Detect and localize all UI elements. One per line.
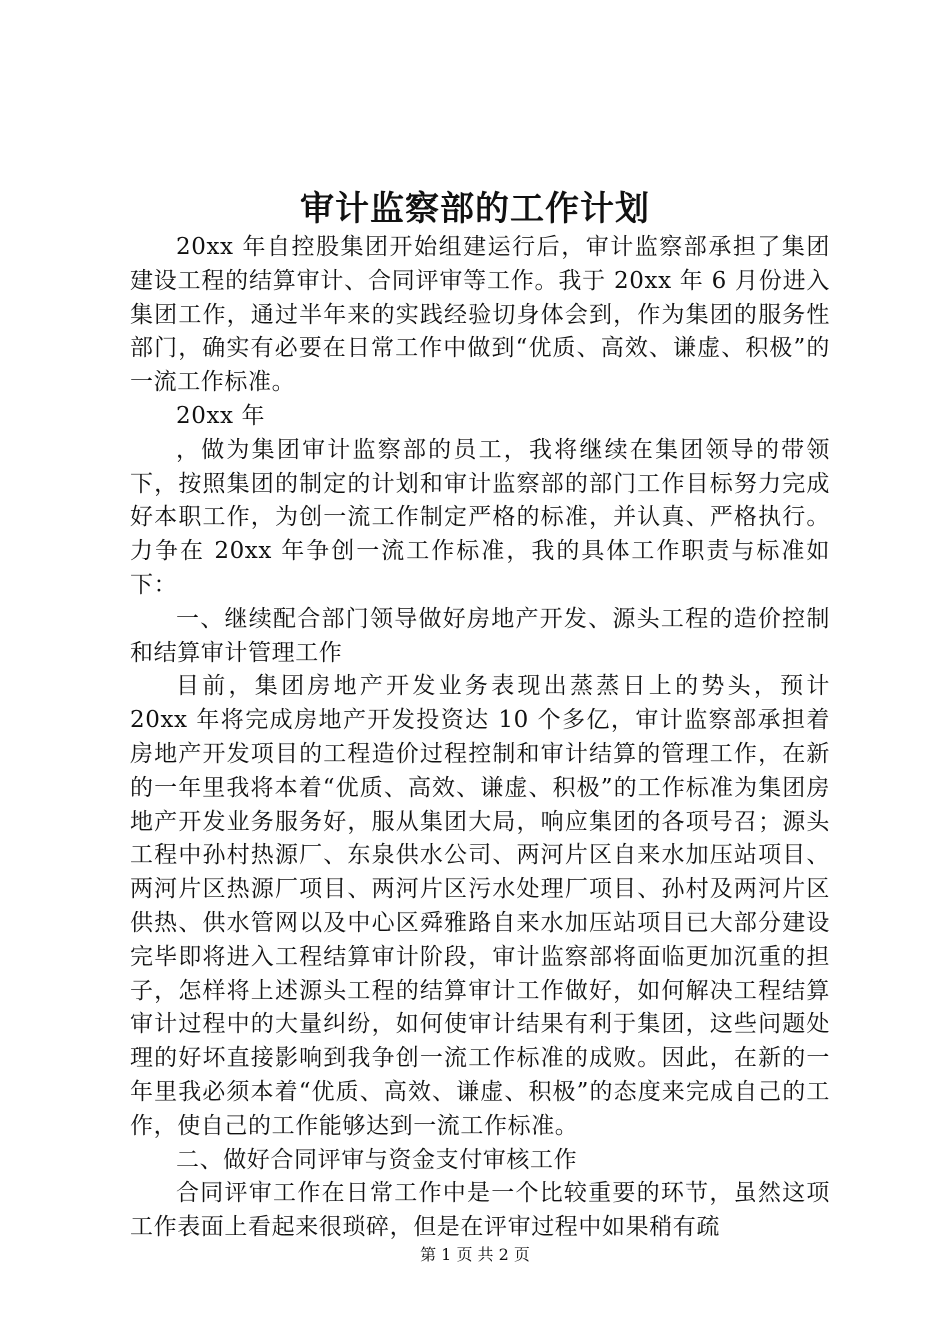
section-heading-two: 二、做好合同评审与资金支付审核工作 [176,1146,578,1173]
paragraph-real-estate: 目前，集团房地产开发业务表现出蒸蒸日上的势头，预计 20xx 年将完成房地产开发投资达 10 个多亿，审计监察部承担着房地产开发项目的工程造价过程控制和审计结算的管理工作，在新的一年里我将本着“优质、高效、谦虚、积极”的工作标准为集团房地产开发业务服务好，服从集团大局，响应集团的各项号召；源头工程中孙村热源厂、东泉供水公司、两河片区自来水加压站项目、两河片区热源厂项目、两河片区污水处理厂项目、孙村及两河片区供热、供水管网以及中心区舜雅路自来水加压站项目已大部分建设完毕即将进入工程结算审计阶段，审计监察部将面临更加沉重的担子，怎样将上述源头工程的结算审计工作做好，如何解决工程结算审计过程中的大量纠纷，如何使审计结果有利于集团，这些问题处理的好坏直接影响到我争创一流工作标准的成败。因此，在新的一年里我必须本着“优质、高效、谦虚、积极”的态度来完成自己的工作，使自己的工作能够达到一流工作标准。 [130,673,830,1139]
page-footer: 第 1 页 共 2 页 [420,1245,530,1264]
paragraph-commitment: ，做为集团审计监察部的员工，我将继续在集团领导的带领下，按照集团的制定的计划和审计监察部的部门工作目标努力完成好本职工作，为创一流工作制定严格的标准，并认真、严格执行。力争在 20xx 年争创一流工作标准，我的具体工作职责与标准如下： [130,436,830,598]
section-heading-one: 一、继续配合部门领导做好房地产开发、源头工程的造价控制和结算审计管理工作 [130,605,830,666]
paragraph-contract-review: 合同评审工作在日常工作中是一个比较重要的环节，虽然这项工作表面上看起来很琐碎，但是在评审过程中如果稍有疏 [130,1180,830,1241]
paragraph-year: 20xx 年 [176,402,266,429]
document-title: 审计监察部的工作计划 [300,189,650,229]
paragraph-intro: 20xx 年自控股集团开始组建运行后，审计监察部承担了集团建设工程的结算审计、合同评审等工作。我于 20xx 年 6 月份进入集团工作，通过半年来的实践经验切身体会到，作为集团的服务性部门，确实有必要在日常工作中做到“优质、高效、谦虚、积极”的一流工作标准。 [130,234,830,396]
document-body [130,231,830,1245]
